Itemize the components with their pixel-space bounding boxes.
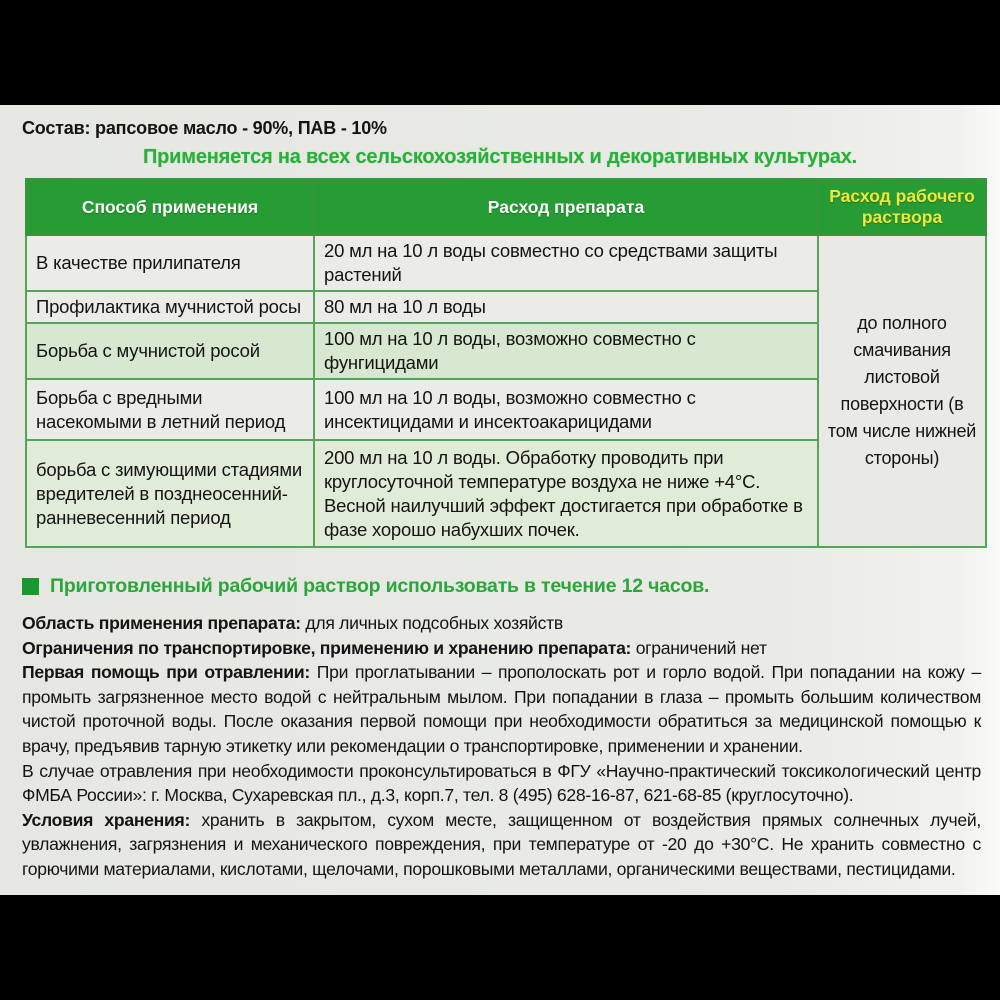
dosage-cell: 80 мл на 10 л воды <box>314 291 818 323</box>
paragraph-label: Условия хранения: <box>22 809 191 830</box>
dosage-cell: 100 мл на 10 л воды, возможно совместно с фунгицидами <box>314 323 818 379</box>
note-text: Приготовленный рабочий раствор использовать в течение 12 часов. <box>50 575 710 597</box>
dosage-cell: 200 мл на 10 л воды. Обработку проводить при круглосуточной температуре воздуха не ниже +4°С. Весной наилучший эффект достигается при обработке в фазе хорошо набухших почек. <box>314 440 818 547</box>
method-cell: Профилактика мучнистой росы <box>26 291 314 323</box>
paragraph-text: При проглатывании – прополоскать рот и горло водой. При попадании на кожу – промыть загрязненное место водой с нейтральным мылом. При попадании в глаза – промыть большим количеством чистой проточной воды. После оказания первой помощи при необходимости обратиться за медицинской помощью к врачу, предъявив тарную этикетку или рекомендации о транспортировке, применении и хранении. <box>22 662 982 756</box>
paragraph-label: Первая помощь при отравлении: <box>22 662 310 683</box>
paragraph-text: хранить в закрытом, сухом месте, защищенном от воздействия прямых солнечных лучей, увлажнения, загрязнения и механического повреждения, при температуре от -20 до +30°С. Не хранить совместно с горючими материалами, кислотами, щелочами, порошковыми металлами, органическими веществами, пестицидами. <box>22 809 981 879</box>
method-cell: Борьба с вредными насекомыми в летний период <box>26 379 314 440</box>
info-paragraphs <box>22 611 981 882</box>
header-product-dosage: Расход препарата <box>314 179 818 235</box>
method-cell: В качестве прилипателя <box>26 235 314 291</box>
paragraph-transport-restrictions <box>22 636 981 661</box>
prepared-solution-note <box>22 575 980 598</box>
dosage-cell: 100 мл на 10 л воды, возможно совместно с инсектицидами и инсектоакарицидами <box>314 379 818 440</box>
method-cell: борьба с зимующими стадиями вредителей в позднеосенний-ранневесенний период <box>26 440 314 547</box>
paragraph-label: Ограничения по транспортировке, применению и хранению препарата: <box>22 637 632 658</box>
paragraph-text: для личных подсобных хозяйств <box>300 613 563 633</box>
paragraph-text: ограничений нет <box>631 637 767 658</box>
table-header-row <box>26 179 986 235</box>
header-application-method: Способ применения <box>26 179 314 235</box>
paragraph-application-area <box>22 611 981 636</box>
solution-note-cell: до полного смачивания листовой поверхности (в том числе нижней стороны) <box>818 235 986 547</box>
paragraph-text: В случае отравления при необходимости проконсультироваться в ФГУ «Научно-практический токсикологический центр ФМБА России»: г. Москва, Сухаревская пл., д.3, корп.7, тел. 8 (495) 628-16-87, 621-68-85 (круглосуточно). <box>22 760 981 806</box>
table-row <box>26 235 986 291</box>
paragraph-poisoning-contact <box>22 759 981 808</box>
applies-to-crops-line: Применяется на всех сельскохозяйственных и декоративных культурах. <box>142 146 858 168</box>
composition-line: Состав: рапсовое масло - 90%, ПАВ - 10% <box>22 118 387 138</box>
method-cell: Борьба с мучнистой росой <box>26 323 314 379</box>
paragraph-label: Область применения препарата: <box>22 613 301 633</box>
paragraph-storage-conditions <box>22 808 981 882</box>
product-label <box>0 105 1000 895</box>
header-working-solution: Расход рабочего раствора <box>818 179 986 235</box>
usage-table <box>25 178 987 548</box>
paragraph-first-aid <box>22 660 981 758</box>
green-square-bullet-icon <box>22 578 39 595</box>
dosage-cell: 20 мл на 10 л воды совместно со средствами защиты растений <box>314 235 818 291</box>
